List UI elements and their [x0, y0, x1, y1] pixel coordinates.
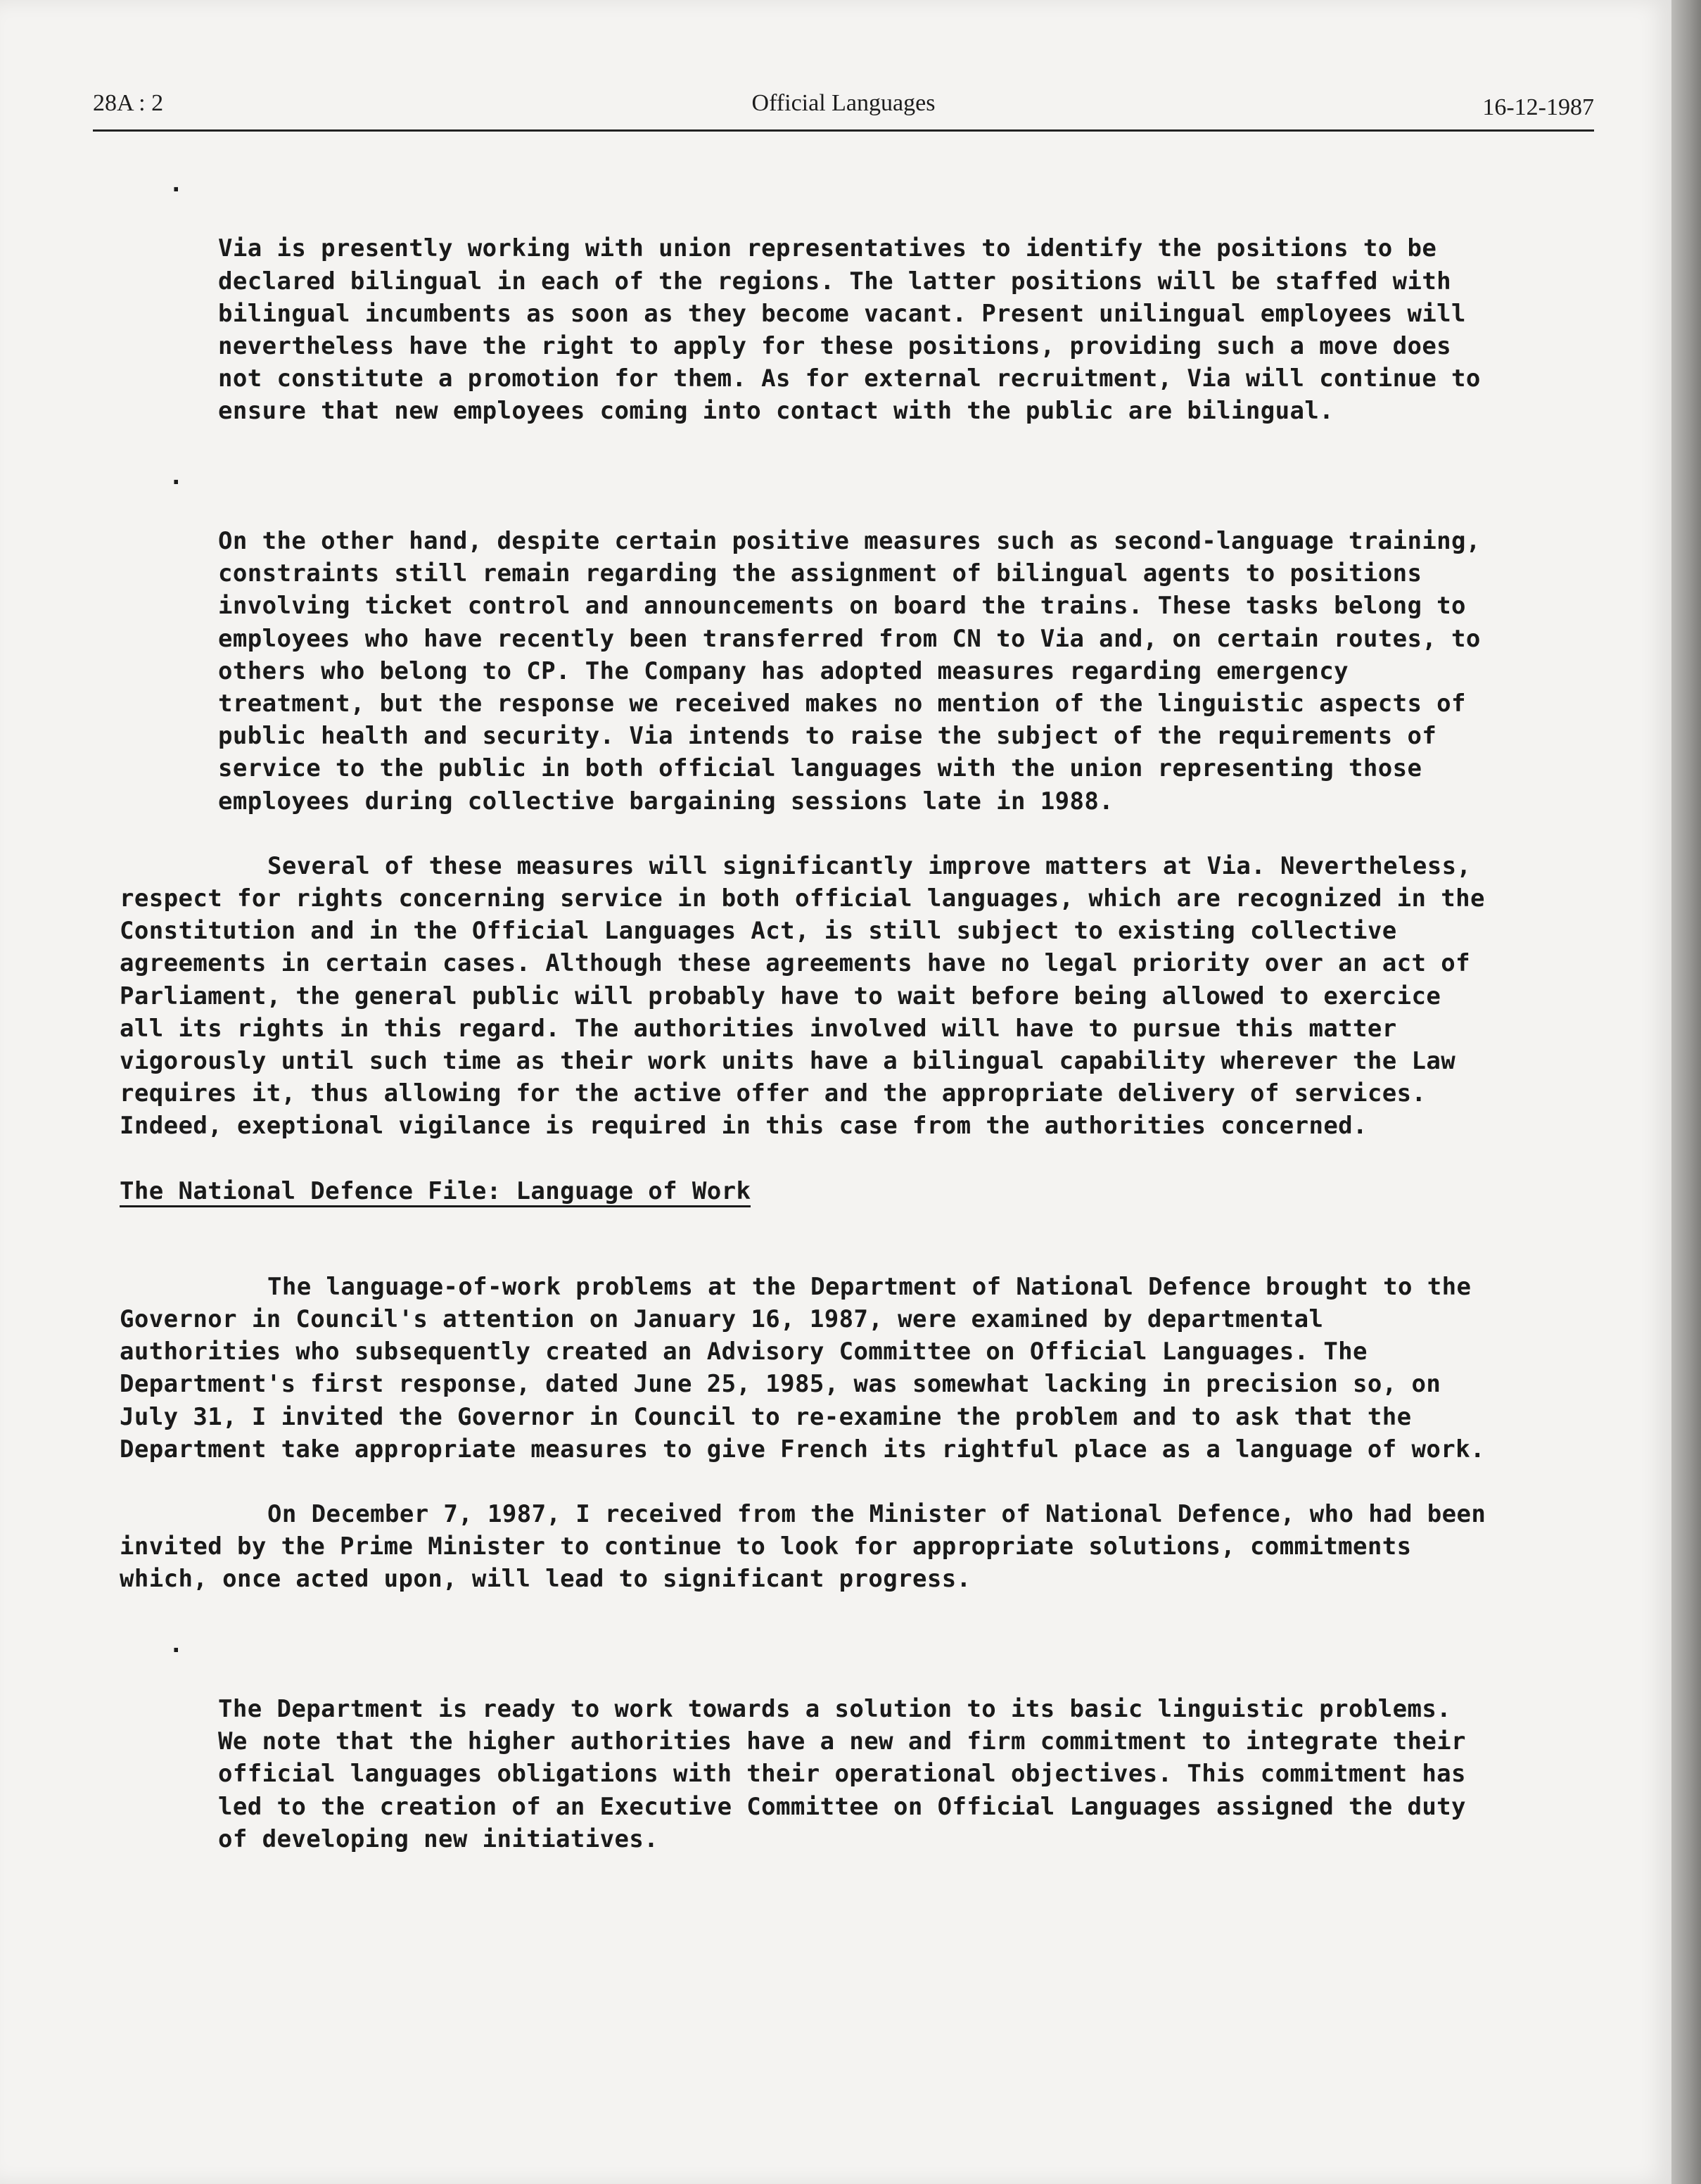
document-title: Official Languages — [751, 90, 936, 116]
paragraph-via: Several of these measures will significantly improve matters at Via. Nevertheless, respect for rights concerning service in both official languages, which are recognized in the Constitution and in the Official Languages Act, is still subject to existing collective agreements in certain cases. Although these agreements have no legal priority over an act of Parliament, the general public will probably have to wait before being allowed to exercice all its rights in this regard. The authorities involved will have to pursue this matter vigorously until such time as their work units have a bilingual capability wherever the Law requires it, thus allowing for the active offer and the appropriate delivery of services. Indeed, exeptional vigilance is required in this case from the authorities concerned. — [120, 851, 1485, 1141]
page-number: 28A : 2 — [93, 90, 164, 116]
body-text — [120, 167, 1491, 1888]
bullet-item — [169, 1628, 1491, 1855]
section-heading-wrap — [120, 1175, 1491, 1240]
paragraph-defence-2: On December 7, 1987, I received from the Minister of National Defence, who had been invited by the Prime Minister to continue to look for appropriate solutions, commitments which, once acted upon, will lead to significant progress. — [120, 1499, 1486, 1594]
section-heading: The National Defence File: Language of Work — [120, 1177, 751, 1207]
running-header — [93, 87, 1594, 132]
page-edge-shadow — [1671, 0, 1701, 2184]
bullet-item — [169, 460, 1491, 818]
bullet-mark: . — [169, 462, 184, 490]
bullet-mark: . — [169, 170, 184, 198]
bullet-text: Via is presently working with union representatives to identify the positions to be declared bilingual in each of the regions. The latter positions will be staffed with bilingual incumbents as soon as they become vacant. Present unilingual employees will nevertheless have the right to apply for these positions, providing such a move does not constitute a promotion for them. As for external recruitment, Via will continue to ensure that new employees coming into contact with the public are bilingual. — [218, 234, 1481, 426]
bullet-item — [169, 167, 1491, 428]
paragraph-defence-1: The language-of-work problems at the Department of National Defence brought to the Governor in Council's attention on January 16, 1987, were examined by departmental authorities who subsequently created an Advisory Committee on Official Languages. The Department's first response, dated June 25, 1985, was somewhat lacking in precision so, on July 31, I invited the Governor in Council to re-examine the problem and to ask that the Department take appropriate measures to give French its rightful place as a language of work. — [120, 1272, 1485, 1464]
bullet-mark: . — [169, 1630, 184, 1658]
bullet-text: On the other hand, despite certain positive measures such as second-language training, constraints still remain regarding the assignment of bilingual agents to positions involving ticket control and announcements on board the trains. These tasks belong to employees who have recently been transferred from CN to Via and, on certain routes, to others who belong to CP. The Company has adopted measures regarding emergency treatment, but the response we received makes no mention of the linguistic aspects of public health and security. Via intends to raise the subject of the requirements of service to the public in both official languages with the union representing those employees during collective bargaining sessions late in 1988. — [218, 527, 1481, 815]
bullet-text: The Department is ready to work towards a solution to its basic linguistic problems. We note that the higher authorities have a new and firm commitment to integrate their official languages obligations with their operational objectives. This commitment has led to the creation of an Executive Committee on Official Languages assigned the duty of developing new initiatives. — [218, 1694, 1466, 1853]
document-date: 16-12-1987 — [1482, 94, 1594, 120]
